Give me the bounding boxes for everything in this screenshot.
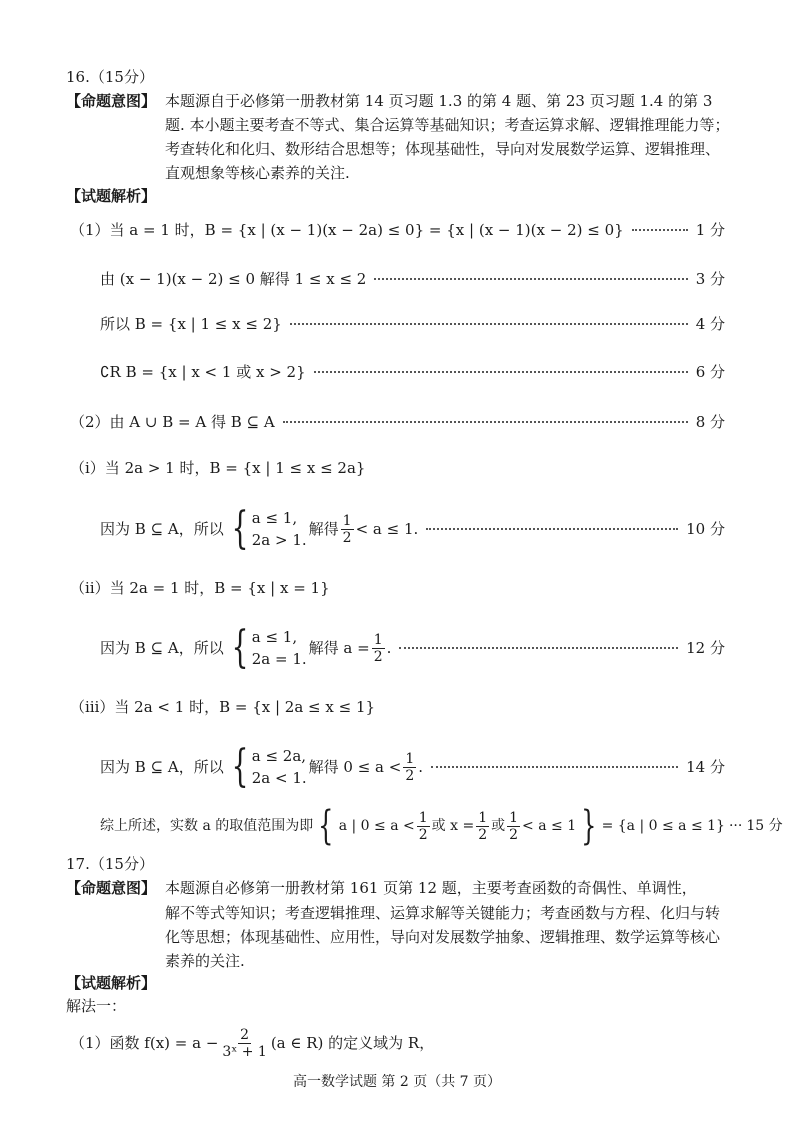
q17-method: 解法一： — [66, 997, 127, 1015]
numerator: 2 — [240, 1026, 250, 1043]
step-text: （1）当 a = 1 时，B = {x | (x − 1)(x − 2a) ≤ 0} = {x | (x − 1)(x − 2) ≤ 0} — [70, 221, 624, 239]
system-line: a ≤ 2a, — [251, 747, 307, 765]
denominator: 2 — [478, 826, 488, 843]
step-text: 因为 B ⊆ A，所以 — [100, 639, 224, 657]
q17-analysis-label: 【试题解析】 — [66, 974, 157, 992]
leader-dots — [632, 229, 688, 231]
step-score: 1 分 — [695, 221, 725, 239]
q17-purpose-body: 解不等式等知识；考查逻辑推理、运算求解等关键能力；考查函数与方程、化归与转化等思想；体现基础性、应用性，导向对发展数学抽象、逻辑推理、数学运算等核心素养的关注. — [165, 904, 721, 970]
fraction — [220, 1027, 268, 1060]
solve-tail: < a ≤ 1. — [355, 520, 419, 538]
q17-header: 17.（15分） — [66, 855, 154, 873]
fraction — [507, 810, 520, 843]
leader-dots — [283, 421, 688, 423]
summary-dots: ··· — [728, 818, 743, 834]
step-score: 12 分 — [686, 639, 725, 657]
page-footer: 高一数学试题 第 2 页（共 7 页） — [292, 1074, 502, 1090]
leader-dots — [314, 371, 688, 373]
leader-dots — [431, 766, 678, 768]
leader-dots — [426, 528, 678, 530]
numerator: 1 — [478, 809, 488, 826]
fraction — [476, 810, 489, 843]
summary-lead: 综上所述，实数 a 的取值范围为即 — [100, 818, 314, 834]
numerator: 1 — [342, 512, 352, 529]
summary-part: 或 — [491, 818, 506, 834]
q16-purpose-label: 【命题意图】 — [66, 92, 157, 110]
inequality-system: { a ≤ 1, 2a = 1. — [231, 622, 307, 673]
step-score: 3 分 — [695, 270, 725, 288]
step-score: 14 分 — [686, 758, 725, 776]
step-score: 15 分 — [746, 818, 783, 834]
step-text: 所以 B = {x | 1 ≤ x ≤ 2} — [100, 315, 282, 333]
q16-purpose-body: 题. 本小题主要考查不等式、集合运算等基础知识；考查运算求解、逻辑推理能力等；考查转化和化归、数形结合思想等；体现基础性，导向对发展数学运算、逻辑推理、直观想象等核心素养的关注. — [165, 116, 730, 182]
denominator: 2 — [373, 648, 383, 665]
summary-part: 或 x = — [431, 818, 475, 834]
leader-dots — [374, 278, 687, 280]
leader-dots — [290, 323, 688, 325]
system-line: 2a < 1. — [251, 769, 307, 787]
denominator: 2 — [509, 826, 519, 843]
case-text: （ⅲ）当 2a < 1 时，B = {x | 2a ≤ x ≤ 1} — [70, 698, 376, 716]
q16-summary — [100, 800, 783, 852]
summary-equals: = {a | 0 ≤ a ≤ 1} — [601, 818, 725, 834]
right-brace: } — [581, 803, 597, 849]
step-text: 因为 B ⊆ A，所以 — [100, 520, 224, 538]
step-score: 6 分 — [695, 363, 725, 381]
step-text: （2）由 A ∪ B = A 得 B ⊆ A — [70, 413, 275, 431]
q16-purpose-line1: 本题源自于必修第一册教材第 14 页习题 1.3 的第 4 题、第 23 页习题 1.4 的第 3 — [165, 92, 713, 110]
q16-analysis-label: 【试题解析】 — [66, 187, 157, 205]
solve-text: 解得 — [308, 520, 339, 538]
case-text: （ⅱ）当 2a = 1 时，B = {x | x = 1} — [70, 579, 330, 597]
inequality-system: { a ≤ 2a, 2a < 1. — [231, 741, 307, 792]
summary-part: < a ≤ 1 — [522, 818, 577, 834]
q16-step-4 — [100, 361, 725, 383]
step-text: ∁R B = {x | x < 1 或 x > 2} — [100, 363, 306, 381]
denominator: 3ˣ + 1 — [222, 1043, 267, 1060]
q16-case-2 — [70, 577, 330, 599]
inequality-system: { a ≤ 1, 2a > 1. — [231, 503, 307, 554]
denominator: 2 — [342, 529, 352, 546]
numerator: 1 — [418, 809, 428, 826]
solve-tail: . — [418, 758, 424, 776]
q17-step-1 — [70, 1018, 434, 1068]
left-brace: { — [318, 803, 334, 849]
step-text: 由 (x − 1)(x − 2) ≤ 0 解得 1 ≤ x ≤ 2 — [100, 270, 367, 288]
q16-case-1-solve — [100, 503, 725, 555]
step-score: 8 分 — [695, 413, 725, 431]
system-line: a ≤ 1, — [251, 509, 298, 527]
q17-purpose-label: 【命题意图】 — [66, 879, 157, 897]
fraction — [417, 810, 430, 843]
numerator: 1 — [373, 631, 383, 648]
solve-text: 解得 a = — [308, 639, 370, 657]
numerator: 1 — [509, 809, 519, 826]
step-score: 10 分 — [686, 520, 725, 538]
system-line: 2a > 1. — [251, 531, 307, 549]
system-line: a ≤ 1, — [251, 628, 298, 646]
denominator: 2 — [405, 767, 415, 784]
system-line: 2a = 1. — [251, 650, 307, 668]
summary-part: a | 0 ≤ a < — [338, 818, 415, 834]
q17-purpose-line1: 本题源自必修第一册教材第 161 页第 12 题，主要考查函数的奇偶性、单调性， — [165, 879, 697, 897]
q16-case-3 — [70, 696, 375, 718]
step-text: （1）函数 f(x) = a − — [70, 1034, 219, 1052]
q16-case-1 — [70, 457, 365, 479]
step-tail: (a ∈ R) 的定义域为 R， — [270, 1034, 435, 1052]
step-text: 因为 B ⊆ A，所以 — [100, 758, 224, 776]
q16-step-5 — [70, 411, 725, 433]
denominator: 2 — [418, 826, 428, 843]
case-text: （ⅰ）当 2a > 1 时，B = {x | 1 ≤ x ≤ 2a} — [70, 459, 366, 477]
leader-dots — [399, 647, 678, 649]
fraction — [341, 513, 354, 546]
fraction — [403, 751, 416, 784]
solve-tail: . — [386, 639, 392, 657]
fraction — [372, 632, 385, 665]
numerator: 1 — [405, 750, 415, 767]
q16-step-3 — [100, 313, 725, 335]
step-score: 4 分 — [695, 315, 725, 333]
q16-header: 16.（15分） — [66, 68, 154, 86]
solve-text: 解得 0 ≤ a < — [308, 758, 402, 776]
q16-case-3-solve — [100, 741, 725, 793]
q16-case-2-solve — [100, 622, 725, 674]
q16-step-2 — [100, 268, 725, 290]
q16-step-1 — [70, 219, 725, 241]
